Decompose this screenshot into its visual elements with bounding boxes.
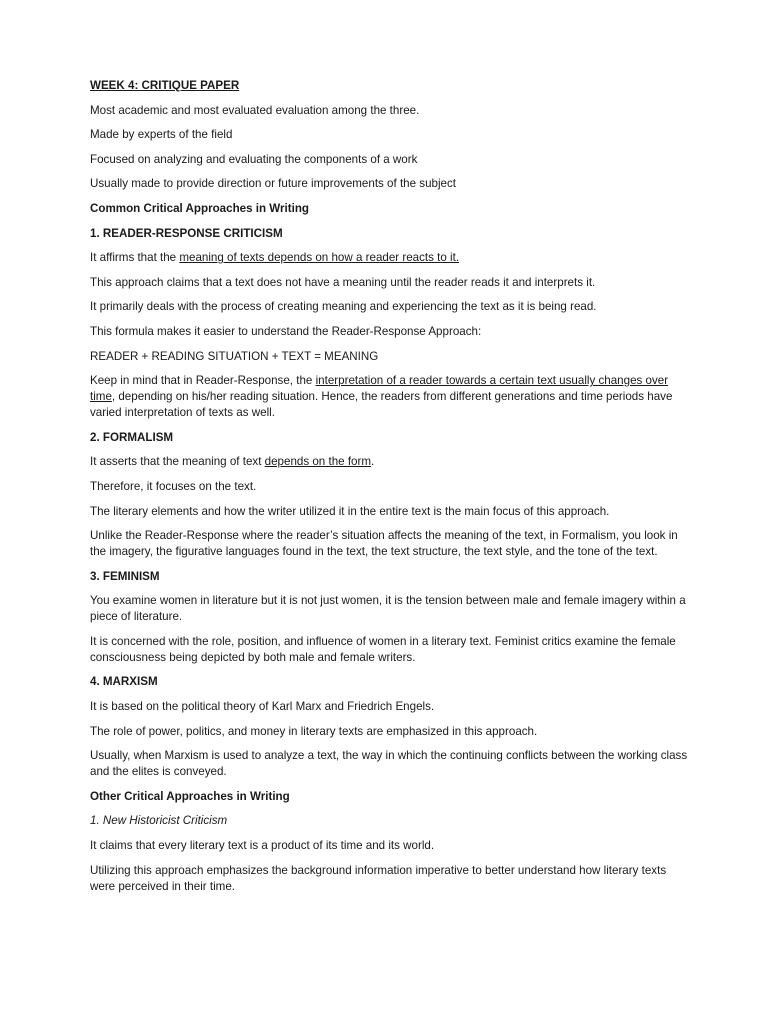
reader-response-paragraph-5 [90, 373, 690, 421]
feminism-paragraph-1: You examine women in literature but it is not just women, it is the tension between male and female imagery within a piece of literature. [90, 594, 686, 624]
marxism-heading: 4. MARXISM [90, 675, 158, 689]
text-run: It affirms that the [90, 251, 180, 265]
intro-line-3: Focused on analyzing and evaluating the components of a work [90, 152, 418, 166]
formalism-paragraph-4: Unlike the Reader-Response where the reader’s situation affects the meaning of the text, in Formalism, you look in the imagery, the figurative languages found in the text, the text structure, the text style, and the tone of the text. [90, 529, 678, 559]
reader-response-paragraph-1 [90, 250, 690, 266]
reader-response-heading: 1. READER-RESPONSE CRITICISM [90, 226, 283, 240]
marxism-paragraph-2: The role of power, politics, and money in literary texts are emphasized in this approach. [90, 724, 538, 738]
other-approaches-heading: Other Critical Approaches in Writing [90, 789, 290, 803]
text-run: Keep in mind that in Reader-Response, the [90, 374, 316, 388]
formalism-paragraph-1 [90, 454, 690, 470]
underlined-text: depends on the form [264, 455, 372, 469]
underlined-text: meaning of texts depends on how a reader reacts to it. [179, 251, 460, 265]
marxism-paragraph-1: It is based on the political theory of Karl Marx and Friedrich Engels. [90, 700, 435, 714]
intro-line-2: Made by experts of the field [90, 128, 233, 142]
text-run: . [371, 455, 375, 469]
feminism-heading: 3. FEMINISM [90, 569, 160, 583]
reader-response-paragraph-2: This approach claims that a text does not have a meaning until the reader reads it and interprets it. [90, 275, 596, 289]
new-historicist-heading: 1. New Historicist Criticism [90, 814, 228, 828]
formalism-paragraph-2: Therefore, it focuses on the text. [90, 479, 257, 493]
feminism-paragraph-2: It is concerned with the role, position, and influence of women in a literary text. Feminist critics examine the female consciousness being depicted by both male and female writers. [90, 634, 676, 664]
underlined-text: interpretation of a reader towards a certain text usually changes over time [90, 374, 669, 404]
document-title: WEEK 4: CRITIQUE PAPER [90, 79, 240, 92]
intro-line-4: Usually made to provide direction or future improvements of the subject [90, 177, 457, 191]
document-body [90, 78, 690, 903]
new-historicist-paragraph-2: Utilizing this approach emphasizes the background information imperative to better understand how literary texts were perceived in their time. [90, 863, 667, 893]
common-approaches-heading: Common Critical Approaches in Writing [90, 201, 310, 215]
intro-line-1: Most academic and most evaluated evaluation among the three. [90, 103, 420, 117]
reader-response-paragraph-3: It primarily deals with the process of creating meaning and experiencing the text as it is being read. [90, 300, 597, 314]
text-run: , depending on his/her reading situation. Hence, the readers from different generations and time periods have varied interpretation of texts as well. [90, 390, 673, 420]
marxism-paragraph-3: Usually, when Marxism is used to analyze a text, the way in which the continuing conflicts between the working class and the elites is conveyed. [90, 749, 688, 779]
new-historicist-paragraph-1: It claims that every literary text is a product of its time and its world. [90, 839, 435, 853]
formalism-paragraph-3: The literary elements and how the writer utilized it in the entire text is the main focus of this approach. [90, 504, 610, 518]
formalism-heading: 2. FORMALISM [90, 430, 174, 444]
reader-response-formula: READER + READING SITUATION + TEXT = MEANING [90, 349, 379, 363]
text-run: It asserts that the meaning of text [90, 455, 265, 469]
reader-response-paragraph-4: This formula makes it easier to understand the Reader-Response Approach: [90, 324, 482, 338]
